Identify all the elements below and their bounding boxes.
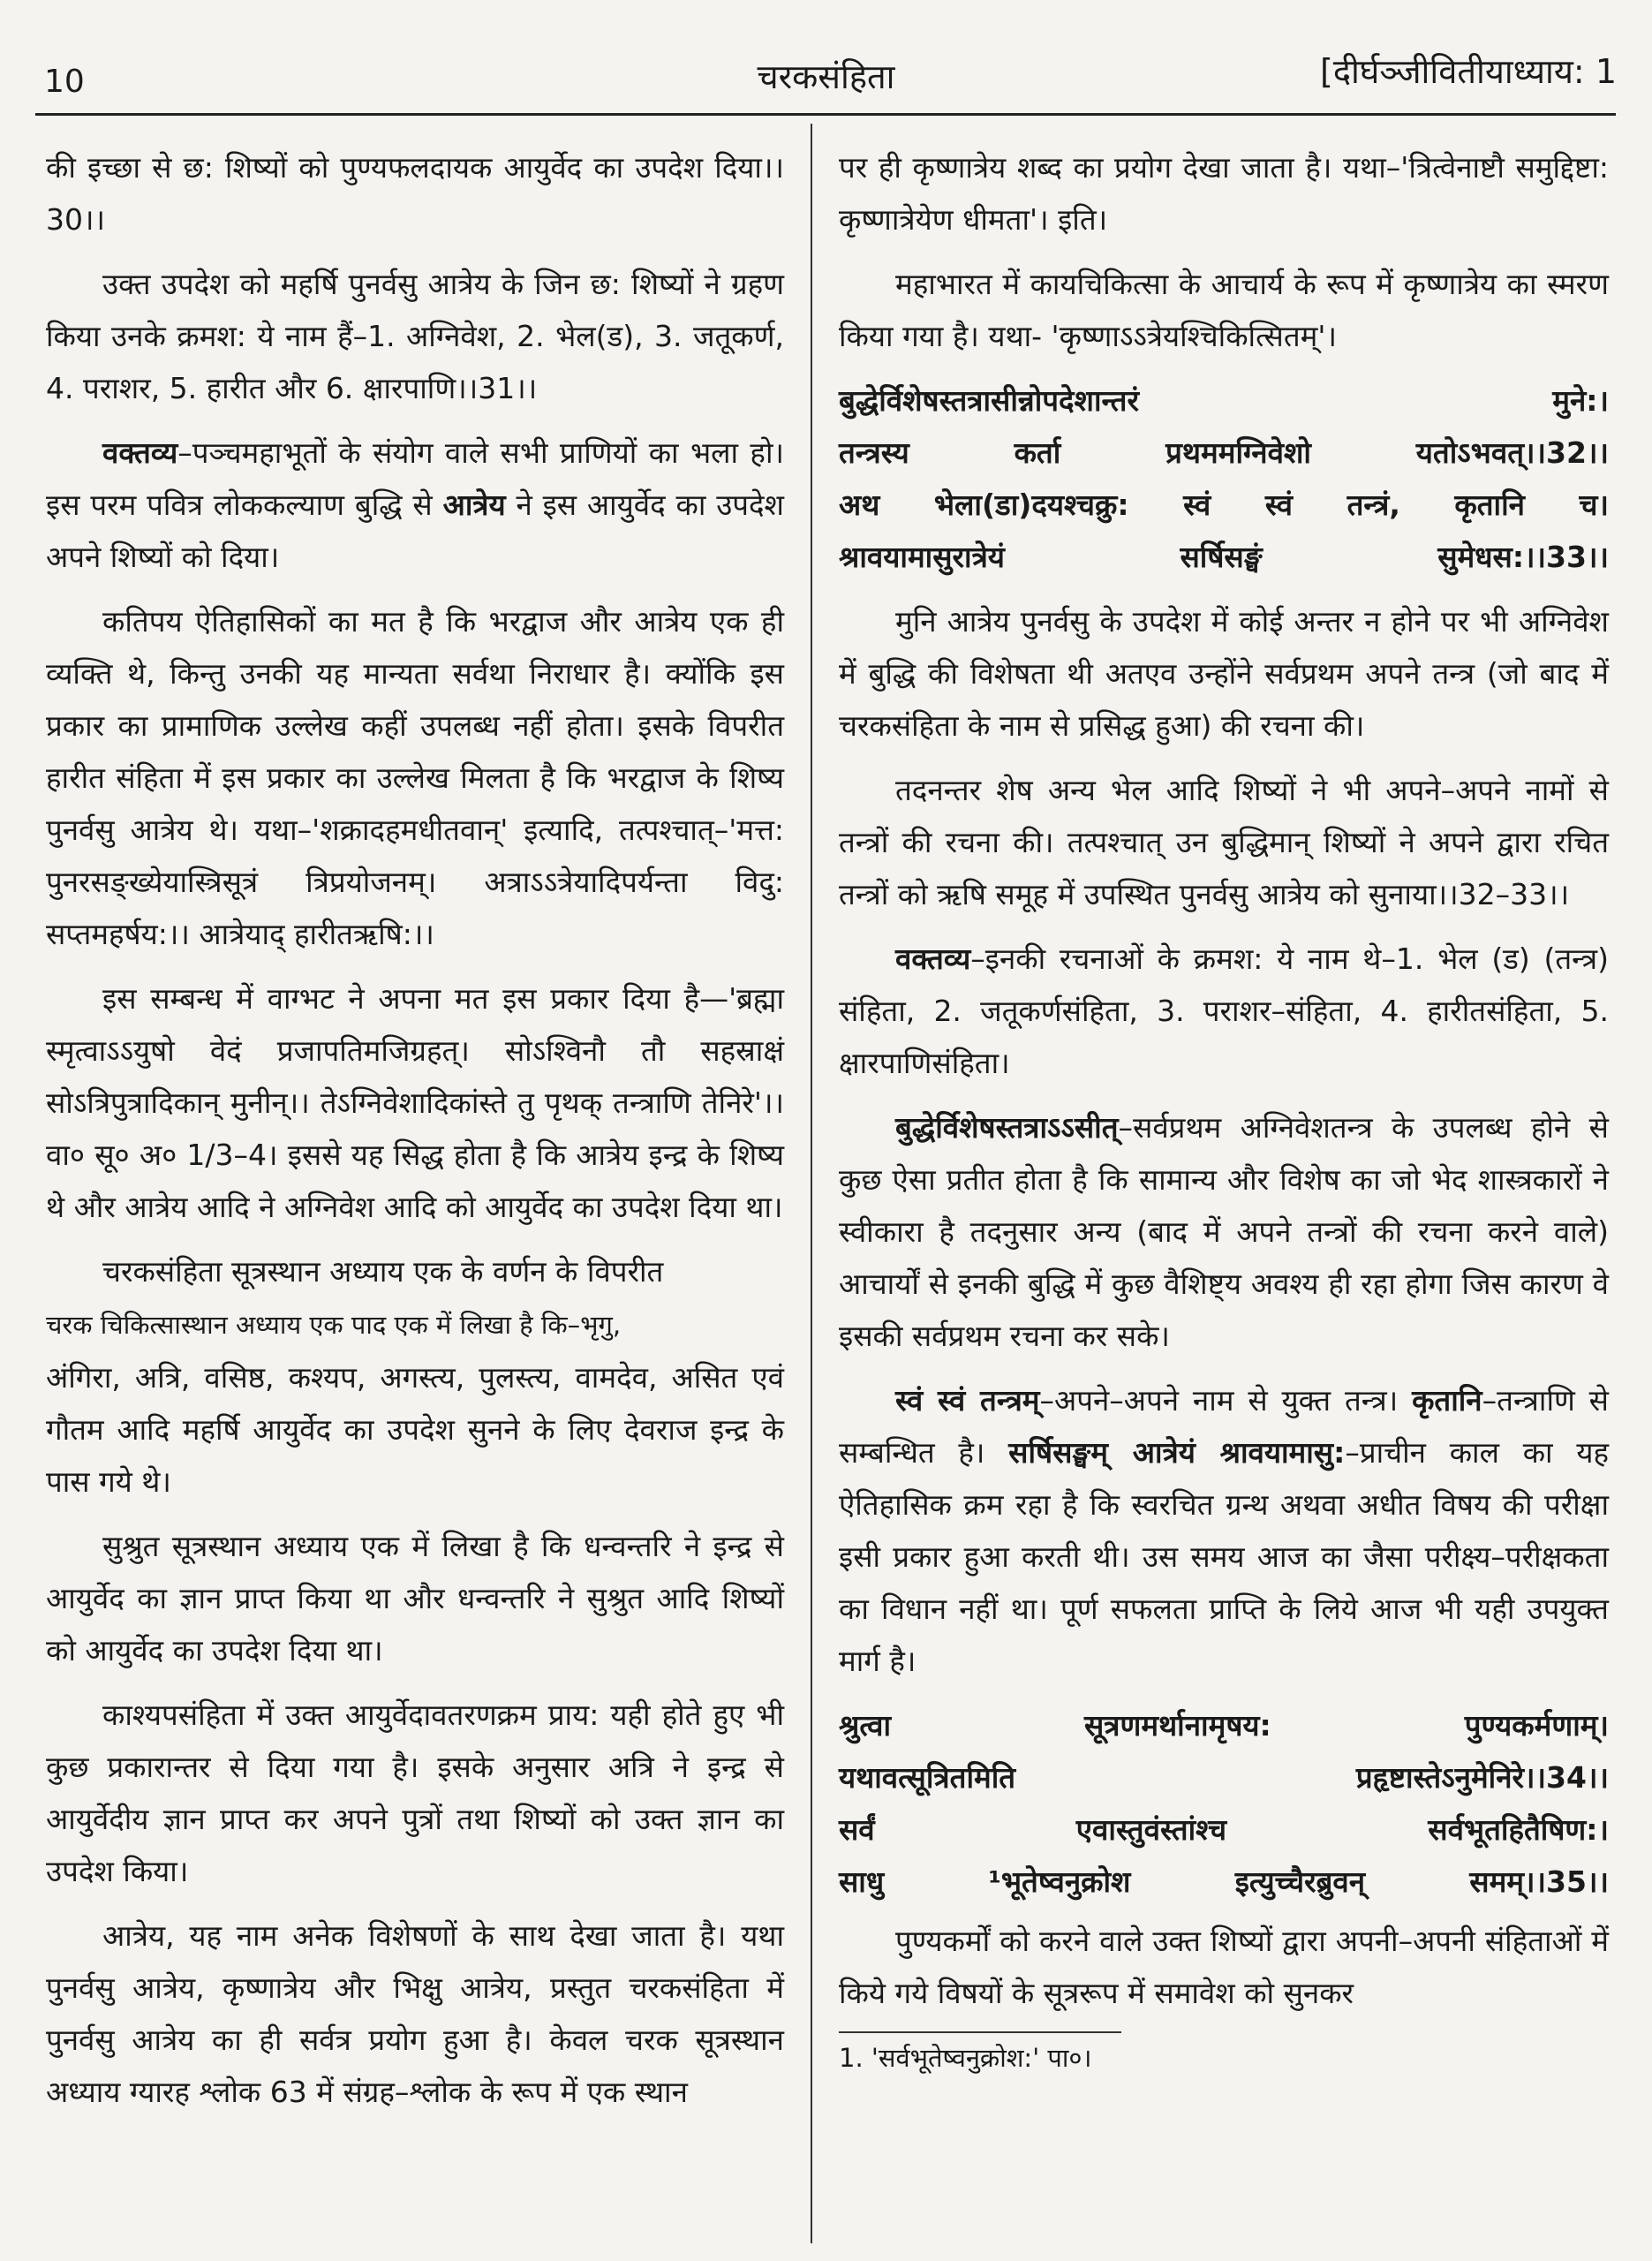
paragraph (839, 1101, 1609, 1362)
chapter-title: [दीर्घञ्जीवितीयाध्याय: 1 (1320, 52, 1617, 91)
paragraph: पर ही कृष्णात्रेय शब्द का प्रयोग देखा जाता है। यथा–'त्रित्वेनाष्टौ समुद्दिष्टा: कृष्णात्रेयेण धीमता'। इति। (839, 150, 1609, 237)
verse-line: श्रावयामासुरात्रेयं सर्षिसङ्घं सुमेधस:।।33।। (839, 540, 1609, 574)
verse-line: तन्त्रस्य कर्ता प्रथममग्निवेशो यतोऽभवत्।।32।। (839, 435, 1609, 470)
paragraph: काश्यपसंहिता में उक्त आयुर्वेदावतरणक्रम प्राय: यही होते हुए भी कुछ प्रकारान्तर से दिया गया है। इसके अनुसार अत्रि ने इन्द्र से आयुर्वेदीय ज्ञान प्राप्त कर अपने पुत्रों तथा शिष्यों को उक्त ज्ञान का उपदेश किया। (46, 1698, 784, 1888)
paragraph: तदनन्तर शेष अन्य भेल आदि शिष्यों ने भी अपने–अपने नामों से तन्त्रों की रचना की। तत्पश्चात् उन बुद्धिमान् शिष्यों ने अपने द्वारा रचित तन्त्रों को ऋषि समूह में उपस्थित पुनर्वसु आत्रेय को सुनाया।।32–33।। (839, 773, 1609, 911)
header-rule (35, 113, 1616, 116)
paragraph-text: –सर्वप्रथम अग्निवेशतन्त्र के उपलब्ध होने से कुछ ऐसा प्रतीत होता है कि सामान्य और विशेष का जो भेद शास्त्रकारों ने स्वीकारा है तदनुसार अन्य (बाद में अपने तन्त्रों की रचना करने वाले) आचार्यों से इनकी बुद्धि में कुछ वैशिष्ट्य अवश्य ही रहा होगा जिस कारण वे इसकी सर्वप्रथम रचना कर सके। (839, 1110, 1609, 1353)
paragraph: इस सम्बन्ध में वाग्भट ने अपना मत इस प्रकार दिया है—'ब्रह्मा स्मृत्वाऽऽयुषो वेदं प्रजापतिमजिग्रहत्। सोऽश्विनौ तौ सहस्राक्षं सोऽत्रिपुत्रादिकान् मुनीन्।। तेऽग्निवेशादिकांस्ते तु पृथक् तन्त्राणि तेनिरे'।। वा० सू० अ० 1/3–4। इससे यह सिद्ध होता है कि आत्रेय इन्द्र के शिष्य थे और आत्रेय आदि ने अग्निवेश आदि को आयुर्वेद का उपदेश दिया था। (46, 981, 784, 1224)
column-divider (811, 124, 812, 2243)
paragraph: पुण्यकर्मों को करने वाले उक्त शिष्यों द्वारा अपनी–अपनी संहिताओं में किये गये विषयों के सूत्ररूप में समावेश को सुनकर (839, 1924, 1609, 2010)
paragraph: आत्रेय, यह नाम अनेक विशेषणों के साथ देखा जाता है। यथा पुनर्वसु आत्रेय, कृष्णात्रेय और भिक्षु आत्रेय, प्रस्तुत चरकसंहिता में पुनर्वसु आत्रेय का ही सर्वत्र प्रयोग हुआ है। केवल चरक सूत्रस्थान अध्याय ग्यारह श्लोक 63 में संग्रह–श्लोक के रूप में एक स्थान (46, 1918, 784, 2109)
paragraph: उक्त उपदेश को महर्षि पुनर्वसु आत्रेय के जिन छ: शिष्यों ने ग्रहण किया उनके क्रमश: ये नाम हैं–1. अग्निवेश, 2. भेल(ड), 3. जतूकर्ण, 4. पराशर, 5. हारीत और 6. क्षारपाणि।।31।। (46, 267, 784, 405)
paragraph (839, 933, 1609, 1089)
paragraph-text: –इनकी रचनाओं के क्रमश: ये नाम थे–1. भेल (ड) (तन्त्र) संहिता, 2. जतूकर्णसंहिता, 3. पराशर–संहिता, 4. हारीतसंहिता, 5. क्षारपाणिसंहिता। (839, 941, 1609, 1080)
paragraph: महाभारत में कायचिकित्सा के आचार्य के रूप में कृष्णात्रेय का स्मरण किया गया है। यथा- 'कृष्णाऽऽत्रेयश्चिकित्सितम्'। (839, 267, 1609, 353)
paragraph-text: –पञ्चमहाभूतों के संयोग वाले सभी प्राणियों का भला हो। इस परम पवित्र लोककल्याण बुद्धि से (46, 435, 784, 522)
verse-line: श्रुत्वा सूत्रणमर्थानामृषय: पुण्यकर्मणाम्। (839, 1708, 1609, 1743)
right-column (839, 141, 1609, 2088)
paragraph-line: चरक चिकित्सास्थान अध्याय एक पाद एक में लिखा है कि–भृगु, (46, 1310, 622, 1340)
verse-line: यथावत्सूत्रितमिति प्रहृष्टास्तेऽनुमेनिरे।।34।। (839, 1760, 1609, 1795)
verse-line: अथ भेला(डा)दयश्चक्रु: स्वं स्वं तन्त्रं, कृतानि च। (839, 488, 1609, 522)
footnote-rule (839, 2031, 1121, 2033)
term-vaktavya: वक्तव्य (102, 435, 178, 470)
paragraph: की इच्छा से छ: शिष्यों को पुण्यफलदायक आयुर्वेद का उपदेश दिया।।30।। (46, 150, 784, 237)
term-kritani: कृतानि (1412, 1383, 1482, 1418)
verse-line: साधु ¹भूतेष्वनुक्रोश इत्युच्चैरब्रुवन् समम्।।35।। (839, 1864, 1609, 1899)
term-buddher: बुद्धेर्विशेषस्तत्राऽऽसीत् (895, 1110, 1119, 1145)
page-header (0, 44, 1652, 106)
term-sarshisangham: सर्षिसङ्घम् आत्रेयं श्रावयामासु: (1008, 1435, 1346, 1470)
page-number: 10 (44, 64, 85, 100)
running-title: चरकसंहिता (757, 57, 895, 96)
paragraph: सुश्रुत सूत्रस्थान अध्याय एक में लिखा है कि धन्वन्तरि ने इन्द्र से आयुर्वेद का ज्ञान प्राप्त किया था और धन्वन्तरि ने सुश्रुत आदि शिष्यों को आयुर्वेद का उपदेश दिया था। (46, 1529, 784, 1667)
term-atreya: आत्रेय (442, 488, 506, 522)
paragraph: मुनि आत्रेय पुनर्वसु के उपदेश में कोई अन्तर न होने पर भी अग्निवेश में बुद्धि की विशेषता थी अतएव उन्होंने सर्वप्रथम अपने तन्त्र (जो बाद में चरकसंहिता के नाम से प्रसिद्ध हुआ) की रचना की। (839, 604, 1609, 743)
paragraph: कतिपय ऐतिहासिकों का मत है कि भरद्वाज और आत्रेय एक ही व्यक्ति थे, किन्तु उनकी यह मान्यता सर्वथा निराधार है। क्योंकि इस प्रकार का प्रामाणिक उल्लेख कहीं उपलब्ध नहीं होता। इसके विपरीत हारीत संहिता में इस प्रकार का उल्लेख मिलता है कि भरद्वाज के शिष्य पुनर्वसु आत्रेय थे। यथा–'शक्रादहमधीतवान्' इत्यादि, तत्पश्चात्–'मत्त: पुनरसङ्ख्येयास्त्रिसूत्रं त्रिप्रयोजनम्। अत्राऽऽत्रेयादिपर्यन्ता विदु: सप्तमहर्षय:।। आत्रेयाद् हारीतऋषि:।। (46, 604, 784, 951)
paragraph-text: –प्राचीन काल का यह ऐतिहासिक क्रम रहा है कि स्वरचित ग्रन्थ अथवा अधीत विषय की परीक्षा इसी प्रकार हुआ करती थी। उस समय आज का जैसा परीक्ष्य–परीक्षकता का विधान नहीं था। पूर्ण सफलता प्राप्ति के लिये आज भी यही उपयुक्त मार्ग है। (839, 1435, 1609, 1678)
term-svam-tantram: स्वं स्वं तन्त्रम् (895, 1383, 1040, 1418)
verse-34-35 (839, 1699, 1609, 1908)
paragraph-text: –अपने–अपने नाम से युक्त तन्त्र। (1039, 1383, 1413, 1418)
verse-line: सर्वं एवास्तुवंस्तांश्च सर्वभूतहितैषिण:। (839, 1812, 1609, 1847)
left-column (46, 141, 784, 2130)
paragraph (46, 427, 784, 583)
footnote: 1. 'सर्वभूतेष्वनुक्रोश:' पा०। (839, 2043, 1092, 2073)
paragraph-text: –तन्त्राणि से सम्बन्धित है। (839, 1383, 1609, 1470)
paragraph (839, 1374, 1609, 1687)
paragraph-text: ने इस आयुर्वेद का उपदेश अपने शिष्यों को दिया। (46, 488, 784, 574)
paragraph-text: अंगिरा, अत्रि, वसिष्ठ, कश्यप, अगस्त्य, पुलस्त्य, वामदेव, असित एवं गौतम आदि महर्षि आयुर्वेद का उपदेश सुनने के लिए देवराज इन्द्र के पास गये थे। (46, 1360, 784, 1499)
paragraph-line: चरकसंहिता सूत्रस्थान अध्याय एक के वर्णन के विपरीत (102, 1254, 664, 1289)
verse-line: बुद्धेर्विशेषस्तत्रासीन्नोपदेशान्तरं मुने:। (839, 383, 1609, 418)
verse-32-33 (839, 374, 1609, 583)
term-vaktavya: वक्तव्य (895, 941, 971, 976)
paragraph (46, 1245, 784, 1508)
